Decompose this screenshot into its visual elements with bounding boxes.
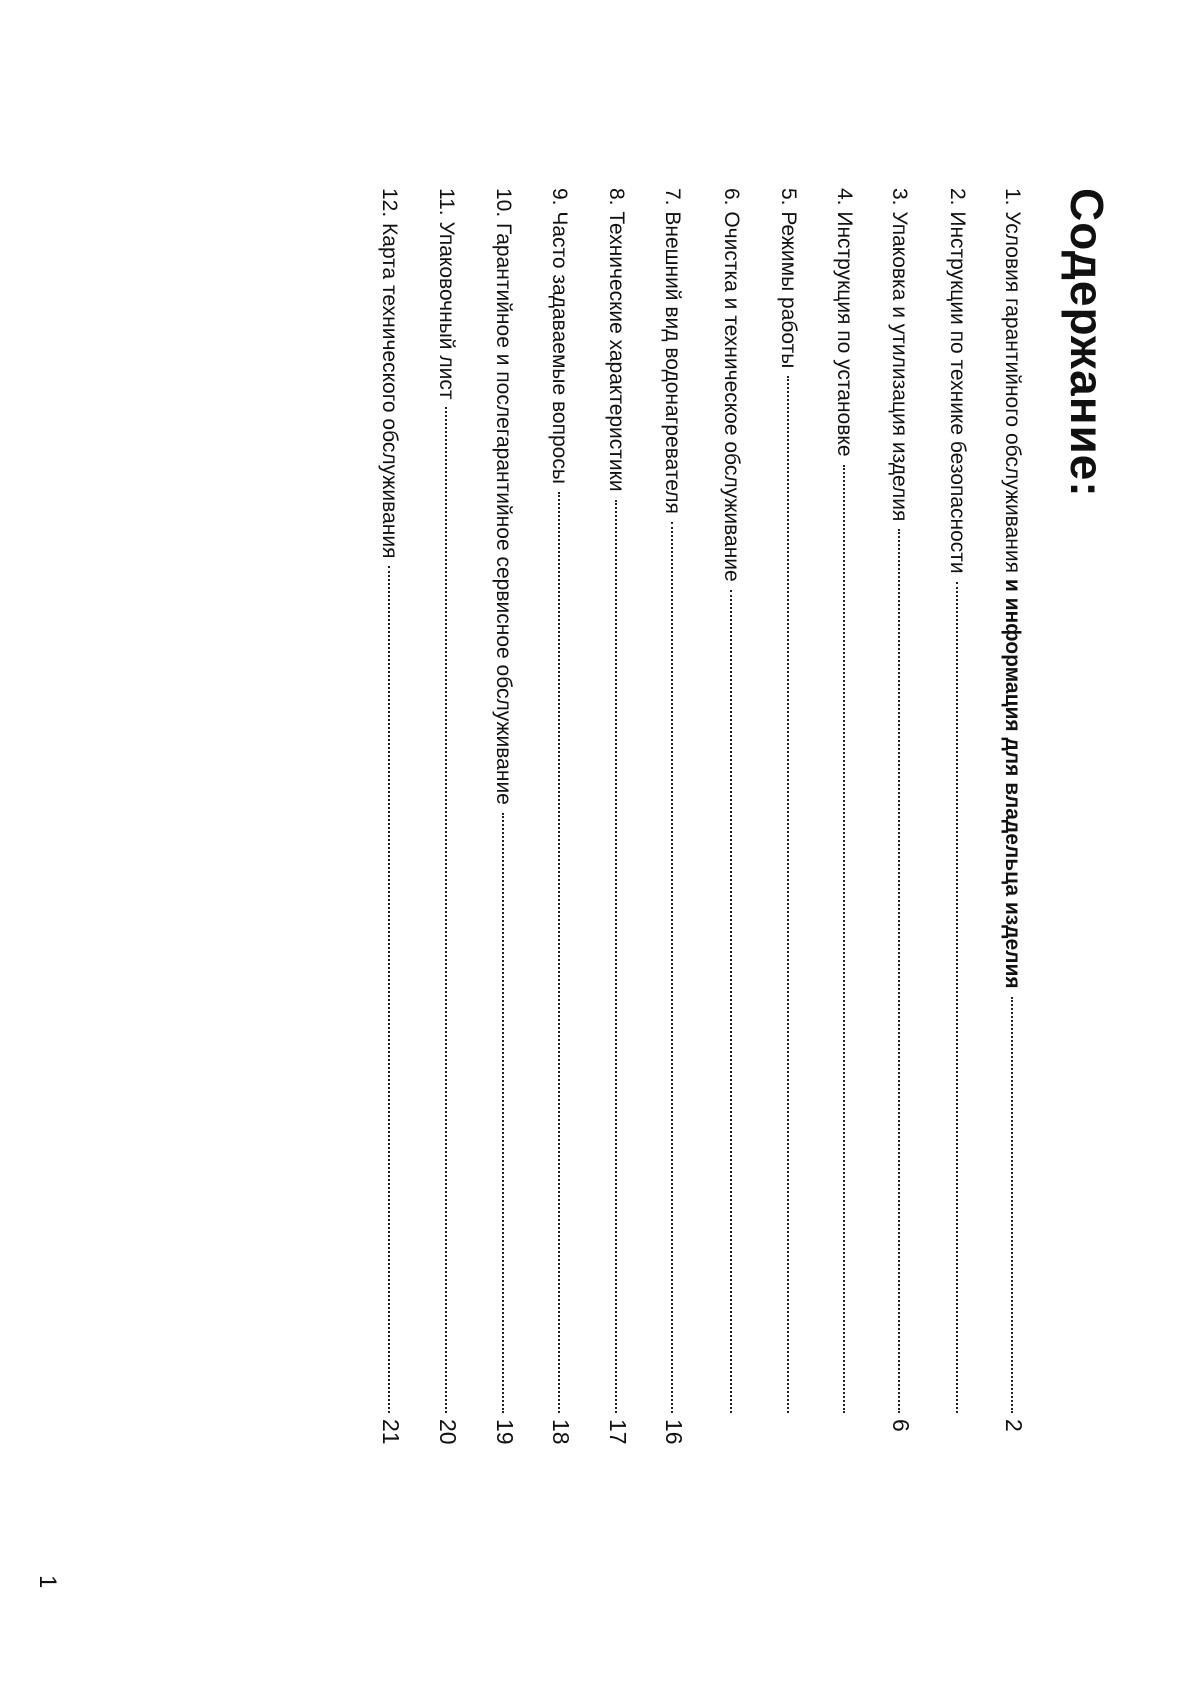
toc-item-page: 16 bbox=[661, 1419, 688, 1445]
toc-leader-dots bbox=[843, 465, 845, 1414]
table-of-contents bbox=[349, 188, 1028, 1453]
toc-item-label: 9. Часто задаваемые вопросы bbox=[548, 188, 572, 484]
toc-leader-dots bbox=[388, 566, 390, 1413]
toc-item-label: 1. Условия гарантийного обслуживания и информация для владельца изделия bbox=[1001, 188, 1024, 989]
toc-item-page: 21 bbox=[378, 1419, 405, 1445]
toc-leader-dots bbox=[1011, 997, 1013, 1413]
toc-item-2[interactable] bbox=[915, 188, 972, 1453]
toc-item-4[interactable] bbox=[802, 188, 859, 1453]
toc-item-label: 5. Режимы работы bbox=[776, 188, 800, 369]
toc-item-9[interactable] bbox=[519, 188, 576, 1453]
toc-item-label: 6. Очистка и техническое обслуживание bbox=[720, 188, 744, 582]
toc-item-label-bold: и информация для владельца изделия bbox=[1001, 572, 1024, 989]
toc-item-3[interactable] bbox=[858, 188, 915, 1453]
toc-leader-dots bbox=[671, 522, 673, 1413]
toc-item-label: 4. Инструкция по установке bbox=[833, 188, 857, 457]
toc-item-page: 6 bbox=[887, 1419, 914, 1432]
toc-item-label: 7. Внешний вид водонагревателя bbox=[661, 188, 685, 514]
page-number: 1 bbox=[34, 1575, 61, 1589]
toc-item-page: 18 bbox=[548, 1419, 575, 1445]
toc-item-7[interactable] bbox=[632, 188, 689, 1453]
toc-leader-dots bbox=[502, 813, 504, 1413]
toc-item-10[interactable] bbox=[462, 188, 519, 1453]
toc-leader-dots bbox=[787, 376, 789, 1413]
toc-item-label: 11. Упаковочный лист bbox=[435, 188, 459, 400]
toc-item-page: 20 bbox=[435, 1419, 462, 1445]
toc-leader-dots bbox=[898, 529, 900, 1413]
toc-leader-dots bbox=[956, 582, 958, 1413]
toc-leader-dots bbox=[730, 590, 732, 1413]
content-rotated bbox=[210, 170, 1113, 1460]
page-title: Содержание: bbox=[1061, 188, 1113, 498]
toc-item-page: 2 bbox=[1001, 1419, 1027, 1432]
toc-item-label: 8. Технические характеристики bbox=[604, 188, 628, 492]
toc-item-11[interactable] bbox=[405, 188, 462, 1453]
toc-item-5[interactable] bbox=[745, 188, 802, 1453]
toc-item-label: 2. Инструкции по технике безопасности bbox=[946, 188, 970, 574]
toc-leader-dots bbox=[558, 492, 560, 1413]
toc-item-12[interactable] bbox=[349, 188, 406, 1453]
toc-item-1[interactable] bbox=[971, 188, 1028, 1453]
toc-item-page: 17 bbox=[604, 1419, 631, 1445]
toc-leader-dots bbox=[615, 500, 617, 1413]
toc-item-label: 10. Гарантийное и послегарантийное сервисное обслуживание bbox=[491, 188, 515, 805]
toc-leader-dots bbox=[445, 407, 447, 1413]
toc-item-8[interactable] bbox=[575, 188, 632, 1453]
toc-item-label: 12. Карта технического обслуживания bbox=[378, 188, 402, 559]
toc-item-6[interactable] bbox=[688, 188, 745, 1453]
toc-item-page: 19 bbox=[491, 1419, 518, 1445]
toc-item-label: 3. Упаковка и утилизация изделия bbox=[887, 188, 911, 522]
